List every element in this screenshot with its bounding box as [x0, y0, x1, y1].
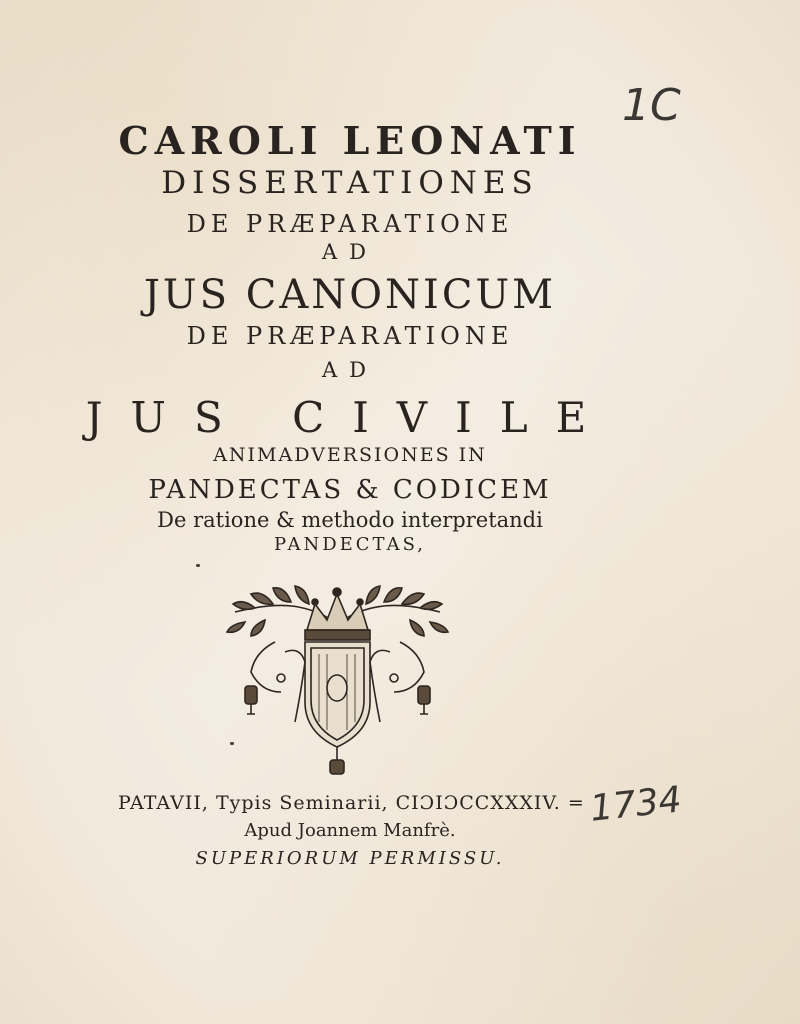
title-line-8: ANIMADVERSIONES IN — [213, 444, 487, 466]
title-line-3: AD — [321, 240, 378, 264]
handwritten-year: 1734 — [588, 779, 684, 830]
imprint-publisher: Apud Joannem Manfrè. — [244, 820, 456, 841]
imprint-place-date: PATAVII, Typis Seminarii, CIƆIƆCCXXXIV. = — [118, 792, 585, 814]
title-line-9: PANDECTAS & CODICEM — [148, 475, 552, 505]
imprint-permission: SUPERIORUM PERMISSU. — [195, 848, 505, 869]
title-line-6: AD — [321, 358, 378, 382]
author-name: CAROLI LEONATI — [118, 118, 582, 163]
handwritten-shelfmark: 1C — [622, 80, 681, 131]
title-line-4: JUS CANONICUM — [143, 272, 557, 318]
crowned-coat-of-arms-icon — [215, 582, 460, 777]
title-line-5: DE PRÆPARATIONE — [186, 322, 514, 350]
title-line-1: DISSERTATIONES — [161, 165, 539, 201]
ink-speck — [196, 564, 200, 567]
title-line-2: DE PRÆPARATIONE — [186, 210, 514, 238]
title-line-7: JUS CIVILE — [85, 393, 615, 442]
title-line-11: PANDECTAS, — [274, 534, 426, 555]
title-line-10: De ratione & methodo interpretandi — [157, 508, 543, 532]
